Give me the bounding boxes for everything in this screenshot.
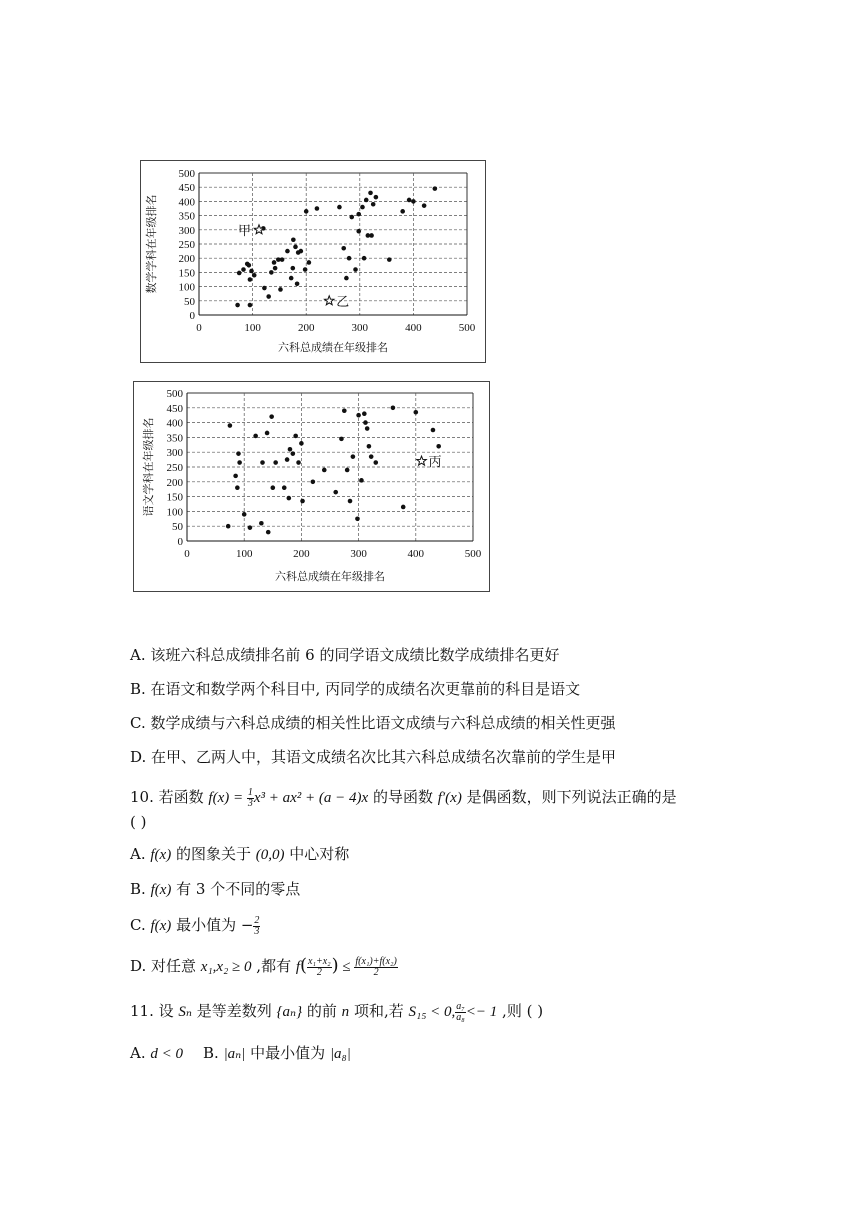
q11-stem-text-4: 项和,若	[349, 1002, 409, 1020]
scatter-point	[266, 294, 271, 299]
q11-condition-2: <− 1	[465, 1004, 498, 1020]
scatter-point	[285, 457, 290, 462]
q10-b-text: 有 3 个不同的零点	[171, 880, 301, 898]
scatter-point	[348, 499, 353, 504]
q11-an: {aₙ}	[276, 1004, 303, 1020]
star-marker	[254, 225, 263, 234]
scatter-point	[285, 249, 290, 254]
q10-a-label: A.	[130, 845, 151, 863]
scatter-point	[367, 444, 372, 449]
scatter-point	[436, 444, 441, 449]
scatter-point	[315, 206, 320, 211]
scatter-point	[291, 237, 296, 242]
y-tick-label: 300	[166, 447, 183, 460]
y-tick-label: 100	[178, 281, 195, 294]
scatter-point	[362, 411, 367, 416]
x-tick-label: 300	[350, 548, 367, 560]
scatter-point	[360, 205, 365, 210]
q10-frac-num: 1	[247, 786, 253, 798]
scatter-point	[248, 303, 253, 308]
scatter-point	[333, 490, 338, 495]
y-axis-label: 语文学科在年级排名	[142, 417, 155, 517]
q11-sn: Sₙ	[178, 1004, 192, 1020]
scatter-point	[356, 413, 361, 418]
q10-b-label: B.	[130, 880, 151, 898]
q10-d-right-den: 2	[373, 966, 379, 978]
scatter-point	[307, 260, 312, 265]
y-axis-label: 数学学科在年级排名	[145, 194, 158, 294]
q11-a-math: d < 0	[150, 1046, 183, 1062]
scatter-point	[236, 451, 241, 456]
scatter-point	[322, 468, 327, 473]
q11-b-math-2: |a₈|	[329, 1046, 351, 1062]
scatter-point	[369, 233, 374, 238]
q10-answer-paren: ( )	[130, 813, 147, 831]
scatter-point	[401, 505, 406, 510]
scatter-point	[248, 525, 253, 530]
q9-option-d: D. 在甲、乙两人中，其语文成绩名次比其六科总成绩名次靠前的学生是甲	[130, 748, 617, 766]
q10-option-c	[130, 914, 260, 937]
scatter-point	[363, 420, 368, 425]
scatter-point	[345, 468, 350, 473]
scatter-point	[400, 209, 405, 214]
scatter-point	[337, 205, 342, 210]
y-tick-label: 350	[166, 432, 183, 445]
scatter-point	[299, 249, 304, 254]
scatter-point	[342, 408, 347, 413]
q10-b-fx: f(x)	[150, 882, 172, 898]
x-axis-label: 六科总成绩在年级排名	[278, 341, 388, 354]
q10-d-left-den: 2	[316, 966, 322, 978]
y-tick-label: 300	[178, 224, 195, 237]
y-tick-label: 100	[166, 506, 183, 519]
scatter-point	[282, 485, 287, 490]
y-tick-label: 0	[189, 310, 195, 322]
scatter-point	[233, 474, 238, 479]
y-tick-label: 500	[166, 388, 183, 400]
scatter-point	[249, 269, 254, 274]
q10-d-left-frac	[307, 957, 332, 978]
q10-c-text: 最小值为 −	[171, 916, 254, 934]
q10-option-a	[130, 843, 349, 866]
scatter-point	[351, 454, 356, 459]
q10-d-f: f	[295, 959, 301, 975]
scatter-point	[407, 198, 412, 203]
y-tick-label: 50	[172, 521, 183, 534]
chinese-scatter-chart	[133, 381, 490, 592]
scatter-point	[299, 441, 304, 446]
y-tick-label: 200	[166, 476, 183, 489]
q10-c-fx: f(x)	[150, 918, 172, 934]
q10-option-b	[130, 878, 300, 901]
q9-option-c: C. 数学成绩与六科总成绩的相关性比语文成绩与六科总成绩的相关性更强	[130, 714, 616, 732]
q11-condition: S₁₅ < 0,	[408, 1004, 456, 1020]
x-tick-label: 0	[184, 548, 190, 560]
q10-d-right-num: f(x₁)+f(x₂)	[355, 955, 397, 967]
scatter-point	[248, 277, 253, 282]
q10-a-fx: f(x)	[150, 847, 172, 863]
scatter-point	[260, 460, 265, 465]
scatter-point	[266, 530, 271, 535]
q9-option-a: A. 该班六科总成绩排名前 6 的同学语文成绩比数学成绩排名更好	[130, 646, 560, 664]
scatter-point	[311, 480, 316, 485]
scatter-point	[371, 202, 376, 207]
q10-derivative: f′(x)	[437, 790, 462, 806]
scatter-point	[365, 426, 370, 431]
x-tick-label: 500	[464, 548, 482, 560]
scatter-point	[431, 428, 436, 433]
scatter-point	[341, 246, 346, 251]
scatter-point	[368, 191, 373, 196]
star-marker	[325, 296, 335, 305]
x-tick-label: 400	[407, 548, 425, 560]
scatter-point	[347, 256, 352, 261]
q11-n: n	[341, 1004, 350, 1020]
x-tick-label: 0	[196, 322, 202, 334]
q10-d-label: D. 对任意	[130, 957, 201, 975]
q11-stem-text-3: 的前	[302, 1002, 342, 1020]
scatter-point	[226, 524, 231, 529]
scatter-point	[411, 199, 416, 204]
scatter-point	[237, 460, 242, 465]
q10-expression: x³ + ax² + (a − 4)x	[253, 790, 369, 806]
q11-stem-text: 11. 设	[130, 1002, 179, 1020]
scatter-point	[291, 451, 296, 456]
math-scatter-svg	[141, 161, 485, 362]
math-scatter-chart	[140, 160, 486, 363]
y-tick-label: 200	[178, 253, 195, 266]
scatter-point	[300, 499, 305, 504]
scatter-point	[304, 209, 309, 214]
scatter-point	[247, 263, 252, 268]
q11-stem	[130, 1000, 543, 1023]
q11-b-text: 中最小值为	[245, 1044, 330, 1062]
scatter-point	[293, 245, 298, 250]
q10-c-fraction	[253, 916, 260, 937]
chinese-scatter-svg	[134, 382, 489, 591]
scatter-point	[288, 447, 293, 452]
q10-stem-text: 10. 若函数	[130, 788, 209, 806]
scatter-point	[265, 431, 270, 436]
scatter-point	[272, 260, 277, 265]
scatter-point	[242, 512, 247, 517]
scatter-point	[269, 414, 274, 419]
marker-label: 丙	[428, 455, 442, 471]
q11-b-label: B.	[203, 1044, 224, 1062]
scatter-point	[235, 485, 240, 490]
scatter-point	[271, 485, 276, 490]
scatter-point	[273, 460, 278, 465]
scatter-point	[273, 266, 278, 271]
q10-a-point: (0,0)	[255, 847, 285, 863]
scatter-point	[391, 406, 396, 411]
x-tick-label: 100	[244, 322, 261, 334]
y-tick-label: 250	[178, 239, 195, 251]
q10-c-den: 3	[254, 925, 260, 937]
scatter-point	[295, 281, 300, 286]
q10-c-num: 2	[254, 914, 260, 926]
y-tick-label: 350	[178, 210, 195, 223]
q10-d-text: ,都有	[251, 957, 296, 975]
scatter-point	[278, 287, 283, 292]
y-tick-label: 500	[178, 168, 195, 180]
scatter-point	[296, 460, 301, 465]
y-tick-label: 150	[166, 491, 183, 504]
x-tick-label: 200	[297, 322, 315, 334]
x-tick-label: 300	[351, 322, 369, 334]
scatter-point	[289, 276, 294, 281]
scatter-point	[253, 434, 258, 439]
marker-label: 乙	[336, 294, 350, 310]
q10-a-text-2: 中心对称	[284, 845, 350, 863]
scatter-point	[228, 423, 233, 428]
y-tick-label: 400	[166, 417, 183, 430]
q10-d-le: ≤	[338, 959, 355, 975]
x-tick-label: 100	[235, 548, 253, 560]
scatter-point	[364, 198, 369, 203]
scatter-point	[241, 267, 246, 272]
scatter-point	[344, 276, 349, 281]
marker-label: 甲	[238, 223, 252, 239]
scatter-point	[291, 266, 296, 271]
scatter-point	[349, 215, 354, 220]
q10-stem-text-3: 是偶函数，则下列说法正确的是	[461, 788, 677, 806]
q11-options	[130, 1042, 351, 1065]
scatter-point	[433, 186, 438, 191]
x-tick-label: 200	[293, 548, 310, 560]
scatter-point	[262, 286, 267, 291]
q10-option-d: D. 对任意 x₁,x₂ ≥ 0 ,都有 f( $\frac{\text{x₁+x₂}}{2}$ ) ≤ $\frac{\text{f(x₁)+f(x₂)}}{2}$	[130, 955, 397, 978]
q9-option-b: B. 在语文和数学两个科目中, 丙同学的成绩名次更靠前的科目是语文	[130, 680, 581, 698]
q10-frac-den: 3	[247, 797, 253, 809]
scatter-point	[269, 270, 274, 275]
x-tick-label: 500	[458, 322, 476, 334]
scatter-point	[303, 267, 308, 272]
y-tick-label: 150	[178, 267, 195, 280]
scatter-point	[362, 256, 367, 261]
q11-b-math: |aₙ|	[223, 1046, 246, 1062]
star-marker	[417, 456, 427, 465]
scatter-point	[356, 212, 361, 217]
y-tick-label: 450	[166, 402, 183, 415]
scatter-point	[259, 521, 264, 526]
y-tick-label: 450	[178, 182, 195, 195]
q11-stem-text-5: ,则 ( )	[497, 1002, 544, 1020]
scatter-point	[280, 257, 285, 262]
scatter-point	[353, 267, 358, 272]
y-tick-label: 400	[178, 196, 195, 209]
q10-d-left-num: x₁+x₂	[308, 955, 331, 967]
scatter-point	[252, 273, 257, 278]
scatter-point	[374, 195, 379, 200]
q11-stem-text-2: 是等差数列	[192, 1002, 277, 1020]
q11-frac-den: a₈	[456, 1011, 465, 1023]
q10-stem-text-2: 的导函数	[368, 788, 438, 806]
q10-stem	[130, 786, 677, 809]
scatter-point	[237, 271, 242, 276]
scatter-point	[373, 460, 378, 465]
q10-d-right-frac	[354, 957, 397, 978]
scatter-point	[355, 517, 360, 522]
scatter-point	[356, 229, 361, 234]
q10-d-vars: x₁,x₂ ≥ 0	[200, 959, 252, 975]
q10-function: f(x) =	[208, 790, 247, 806]
scatter-point	[287, 496, 292, 501]
q10-c-label: C.	[130, 916, 151, 934]
y-tick-label: 50	[184, 295, 195, 308]
scatter-point	[339, 437, 344, 442]
scatter-point	[422, 203, 427, 208]
scatter-point	[387, 257, 392, 262]
y-tick-label: 250	[166, 462, 183, 474]
q10-fraction	[247, 788, 254, 809]
scatter-point	[235, 303, 240, 308]
scatter-point	[293, 434, 298, 439]
q11-fraction	[455, 1002, 465, 1023]
scatter-point	[414, 410, 419, 415]
q11-a-label: A.	[130, 1044, 151, 1062]
q11-frac-num: a₇	[456, 1000, 465, 1012]
q10-a-text: 的图象关于	[171, 845, 256, 863]
y-tick-label: 0	[177, 536, 183, 548]
x-axis-label: 六科总成绩在年级排名	[275, 570, 385, 583]
scatter-point	[359, 478, 364, 483]
scatter-point	[369, 454, 374, 459]
x-tick-label: 400	[405, 322, 422, 334]
